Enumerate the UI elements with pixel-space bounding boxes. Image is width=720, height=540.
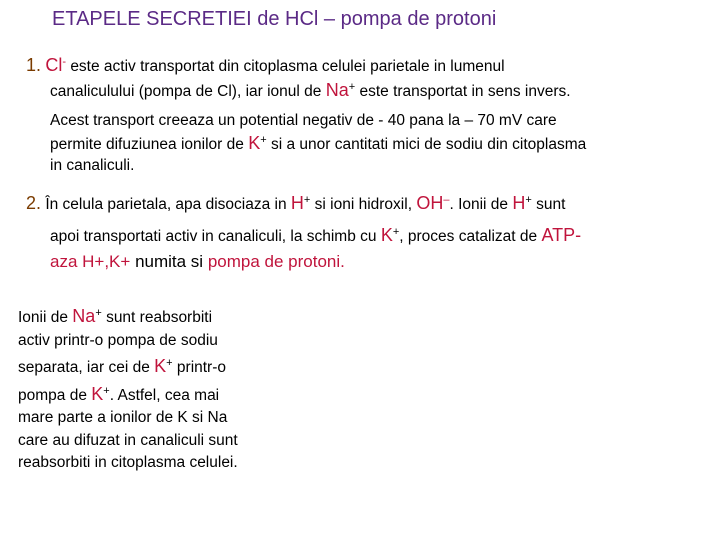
paragraph-1-text-4a: permite difuziunea ionilor de bbox=[50, 136, 244, 153]
hydrogen-ion: H bbox=[290, 193, 304, 213]
paragraph-2-text-3b: numita si bbox=[135, 252, 204, 271]
paragraph-2-text-2b: , proces catalizat de bbox=[399, 228, 538, 245]
paragraph-1-text-1: este activ transportat din citoplasma celulei parietale in lumenul bbox=[70, 58, 505, 75]
potassium-ion-2: K bbox=[380, 225, 393, 245]
potassium-ion-3: K bbox=[154, 356, 167, 377]
potassium-charge-2: + bbox=[392, 225, 400, 238]
hydrogen-ion-2: H bbox=[512, 193, 526, 213]
paragraph-2-line-2 bbox=[50, 225, 581, 246]
paragraph-1-text-2a: canaliculului (pompa de Cl), iar ionul de bbox=[50, 83, 322, 100]
potassium-charge-4: + bbox=[103, 384, 110, 397]
atpase-label-2: aza H+,K+ bbox=[50, 252, 131, 271]
sodium-charge: + bbox=[348, 80, 356, 93]
paragraph-2-text-1a: În celula parietala, apa disociaza in bbox=[45, 196, 287, 213]
side-text-3b: printr-o bbox=[176, 359, 227, 377]
paragraph-1-line-2 bbox=[50, 80, 571, 101]
paragraph-1-line-1 bbox=[26, 55, 505, 76]
slide-title: ETAPELE SECRETIEI de HCl – pompa de protoni bbox=[52, 8, 497, 30]
side-text-3a: separata, iar cei de bbox=[18, 359, 150, 377]
chloride-charge: - bbox=[62, 55, 66, 68]
hydrogen-charge: + bbox=[303, 193, 311, 206]
paragraph-2-line-3 bbox=[50, 252, 345, 272]
side-text-4a: pompa de bbox=[18, 386, 87, 404]
side-line-4 bbox=[18, 380, 318, 408]
side-line-6: care au difuzat in canaliculi sunt bbox=[18, 431, 238, 449]
side-text-1b: sunt reabsorbiti bbox=[106, 309, 213, 327]
side-line-1 bbox=[18, 302, 318, 330]
reabsorption-paragraph bbox=[18, 302, 318, 475]
paragraph-1-text-4b: si a unor cantitati mici de sodiu din citoplasma bbox=[270, 136, 587, 153]
side-line-7: reabsorbiti in citoplasma celulei. bbox=[18, 454, 238, 472]
hydrogen-charge-2: + bbox=[525, 193, 532, 206]
paragraph-2-text-1d: sunt bbox=[536, 196, 566, 213]
side-line-3 bbox=[18, 352, 318, 380]
side-text-1a: Ionii de bbox=[18, 309, 68, 327]
paragraph-2-text-1c: . Ionii de bbox=[449, 196, 509, 213]
paragraph-1-line-4 bbox=[50, 133, 586, 154]
sodium-charge-2: + bbox=[95, 307, 102, 319]
paragraph-2-line-1 bbox=[26, 193, 565, 214]
proton-pump-label: pompa de protoni. bbox=[207, 252, 345, 271]
paragraph-1-line-3: Acest transport creeaza un potential negativ de - 40 pana la – 70 mV care bbox=[50, 112, 557, 129]
sodium-ion-2: Na bbox=[72, 306, 96, 327]
paragraph-2-text-1b: si ioni hidroxil, bbox=[314, 196, 413, 213]
paragraph-1-number: 1. bbox=[26, 55, 42, 75]
potassium-charge: + bbox=[260, 133, 267, 146]
potassium-ion-4: K bbox=[91, 383, 104, 404]
paragraph-2-number: 2. bbox=[26, 193, 42, 213]
hydroxide-charge: – bbox=[443, 193, 450, 206]
paragraph-1-text-2b: este transportat in sens invers. bbox=[359, 83, 571, 100]
side-line-2: activ printr-o pompa de sodiu bbox=[18, 331, 218, 349]
chloride-ion: Cl bbox=[45, 55, 63, 75]
atpase-label-1: ATP- bbox=[541, 225, 582, 245]
paragraph-1-line-5: in canaliculi. bbox=[50, 157, 135, 174]
potassium-ion: K bbox=[248, 133, 261, 153]
side-text-4b: . Astfel, cea mai bbox=[109, 386, 220, 404]
hydroxide-ion: OH bbox=[416, 193, 444, 213]
potassium-charge-3: + bbox=[166, 357, 173, 370]
side-line-5: mare parte a ionilor de K si Na bbox=[18, 409, 228, 427]
sodium-ion: Na bbox=[325, 80, 349, 100]
paragraph-2-text-2a: apoi transportati activ in canaliculi, la schimb cu bbox=[50, 228, 377, 245]
